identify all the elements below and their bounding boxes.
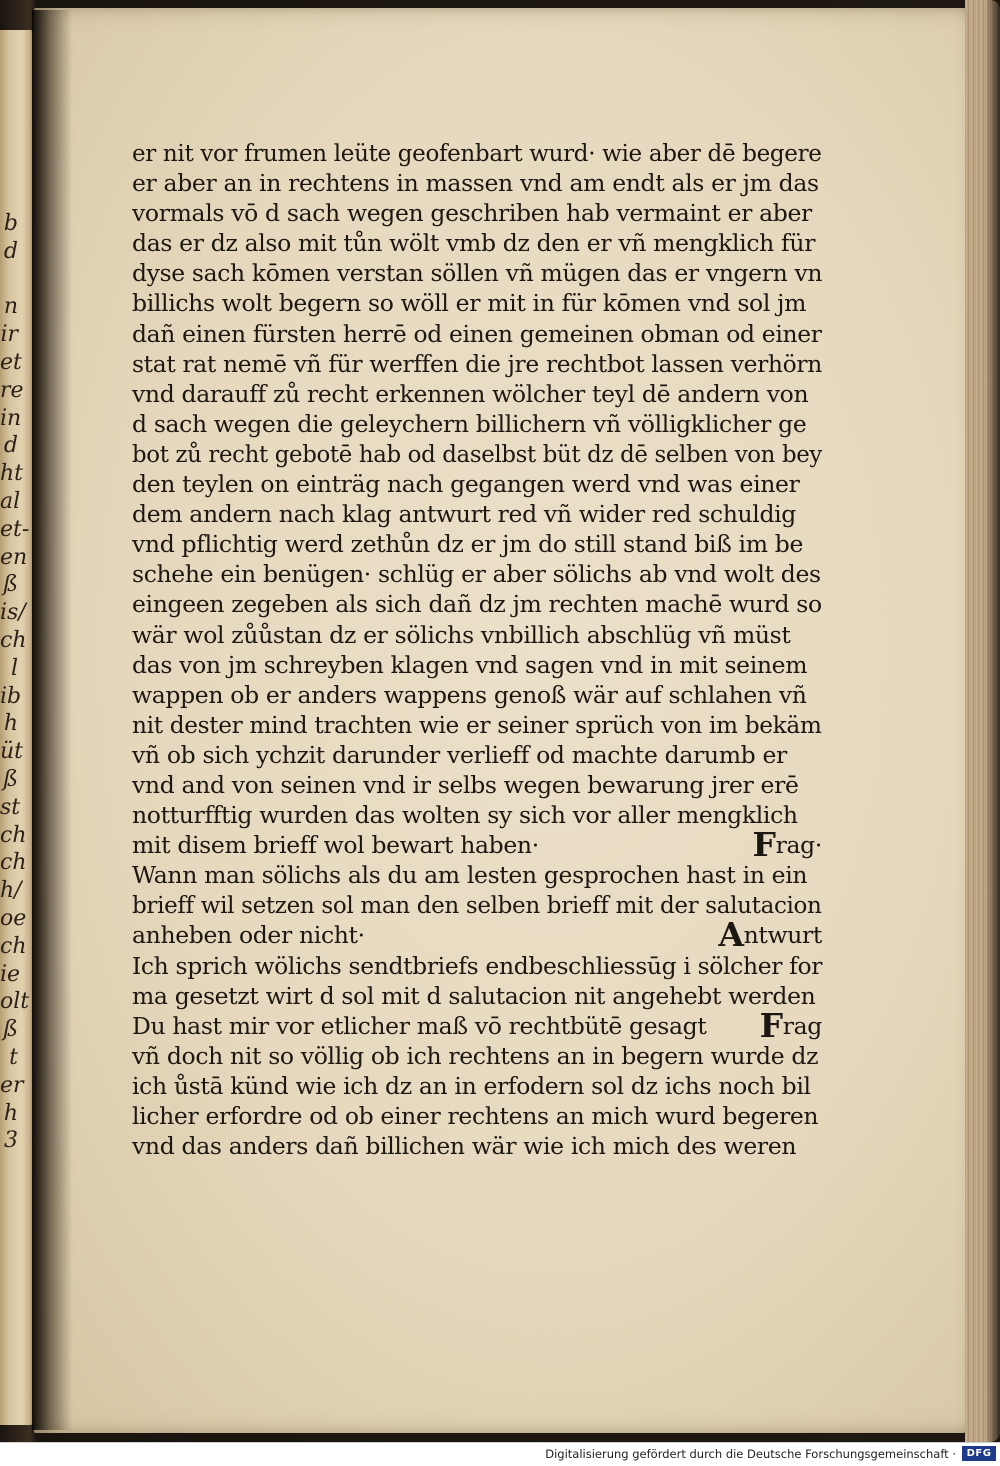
- margin-fragment: ib: [0, 683, 22, 709]
- margin-fragment: d: [3, 238, 18, 264]
- text-line: Ich sprich wölichs sendtbriefs endbeschliessūg i sölcher for: [132, 951, 823, 980]
- margin-fragment: re: [0, 377, 24, 403]
- margin-fragment: d: [3, 433, 18, 459]
- text-line: den teylen on einträg nach gegangen werd vnd was einer: [132, 470, 800, 499]
- facing-page-margin-text: [0, 210, 30, 1155]
- text-line: er nit vor frumen leüte geofenbart wurd· wie aber dē begere: [132, 139, 822, 167]
- initial-letter: F: [759, 1005, 783, 1045]
- text-line: schehe ein benügen· schlüg er aber sölichs ab vnd wolt des: [132, 560, 821, 589]
- text-line-split: [132, 915, 822, 955]
- text-line: eingeen zegeben als sich dañ dz jm rechten machē wurd so: [132, 590, 822, 619]
- margin-fragment: er: [0, 1072, 24, 1098]
- text-line: ich ůstā künd wie ich dz an in erfodern sol dz ichs noch bil: [132, 1071, 811, 1100]
- margin-fragment: olt: [0, 989, 30, 1015]
- text-line: wär wol zůůstan dz er sölichs vnbillich abschlüg vñ müst: [132, 620, 791, 649]
- section-heading-antwurt: [718, 915, 822, 955]
- margin-fragment: n: [3, 294, 18, 320]
- margin-fragment: t: [9, 1044, 18, 1070]
- margin-fragment: st: [0, 794, 21, 820]
- margin-fragment: ie: [0, 961, 21, 987]
- text-line: brieff wil setzen sol man den selben brieff mit der salutacion: [132, 891, 822, 920]
- margin-fragment: ß: [3, 572, 18, 598]
- margin-fragment: b: [3, 211, 18, 236]
- text-line: licher erfordre od ob einer rechtens an mich wurd begeren: [132, 1102, 819, 1130]
- margin-fragment: ch: [0, 822, 27, 848]
- section-heading-frag: [752, 825, 822, 865]
- text-line: das er dz also mit tůn wölt vmb dz den er vñ mengklich für: [132, 229, 816, 258]
- line-text: Du hast mir vor etlicher maß vō rechtbütē gesagt: [132, 1011, 707, 1040]
- margin-fragment: oe: [0, 905, 27, 931]
- text-lines-group-2: [132, 860, 822, 920]
- text-line: vnd darauff zů recht erkennen wölcher teyl dē andern von: [132, 379, 809, 408]
- text-line-split: [132, 825, 822, 865]
- margin-fragment: 3: [4, 1128, 18, 1154]
- margin-fragment: ß: [3, 766, 18, 792]
- line-text: anheben oder nicht·: [132, 921, 365, 950]
- text-line: vnd das anders dañ billichen wär wie ich mich des weren: [132, 1132, 797, 1161]
- text-line: vñ ob sich ychzit darunder verlieff od machte darumb er: [132, 740, 787, 769]
- margin-fragment: ir: [0, 322, 18, 348]
- footer-bar: [0, 1442, 1000, 1466]
- section-heading-frag: [759, 1005, 822, 1045]
- text-line-split: [132, 1005, 822, 1045]
- margin-fragment: et-: [0, 516, 30, 542]
- text-lines-group-3: [132, 951, 822, 1011]
- gutter-shadow: [32, 10, 72, 1430]
- text-line: stat rat nemē vñ für werffen die jre rechtbot lassen verhörn: [132, 349, 822, 378]
- margin-fragment: is/: [0, 600, 26, 626]
- heading-rest: ntwurt: [743, 921, 822, 950]
- text-line: dyse sach kōmen verstan söllen vñ mügen das er vngern vn: [132, 259, 823, 288]
- funding-credit: Digitalisierung gefördert durch die Deutsche Forschungsgemeinschaft ·: [545, 1447, 956, 1461]
- text-line: wappen ob er anders wappens genoß wär auf schlahen vñ: [132, 680, 807, 709]
- margin-fragment: ch: [0, 850, 27, 876]
- margin-fragment: h: [3, 1100, 18, 1126]
- margin-fragment: in: [0, 405, 22, 431]
- text-line: d sach wegen die geleychern billichern vñ völligklicher ge: [132, 409, 807, 438]
- margin-fragment: en: [0, 544, 28, 570]
- text-line: das von jm schreyben klagen vnd sagen vnd in mit seinem: [132, 650, 808, 679]
- text-lines-group-1: [132, 138, 822, 830]
- margin-fragment: et: [0, 349, 22, 375]
- initial-letter: F: [752, 825, 776, 865]
- text-line: billichs wolt begern so wöll er mit in für kōmen vnd sol jm: [132, 289, 807, 318]
- initial-letter: A: [718, 915, 744, 955]
- margin-fragment: ß: [3, 1017, 18, 1043]
- margin-fragment: h/: [0, 878, 22, 904]
- heading-rest: rag·: [775, 831, 822, 860]
- margin-fragment: ch: [0, 933, 27, 959]
- margin-fragment: [0, 266, 18, 294]
- page-edges-shadow: [985, 0, 1000, 1442]
- text-line: dañ einen fürsten herrē od einen gemeinen obman od einer: [132, 319, 822, 348]
- text-line: Wann man sölichs als du am lesten gesprochen hast in ein: [132, 861, 808, 890]
- text-line: notturfftig wurden das wolten sy sich vor aller mengklich: [132, 801, 798, 830]
- margin-fragment: üt: [0, 739, 24, 765]
- text-line: vnd pflichtig werd zethůn dz er jm do still stand biß im be: [132, 530, 804, 559]
- margin-fragment: al: [0, 488, 21, 514]
- dfg-logo: DFG: [962, 1446, 996, 1461]
- facing-page-left: [0, 30, 34, 1425]
- text-block: [132, 138, 822, 1161]
- text-lines-group-4: [132, 1041, 822, 1161]
- text-line: vñ doch nit so völlig ob ich rechtens an in begern wurde dz: [132, 1041, 819, 1070]
- margin-fragment: ch: [0, 627, 27, 653]
- text-line: dem andern nach klag antwurt red vñ wider red schuldig: [132, 500, 797, 529]
- margin-fragment: l: [10, 655, 18, 681]
- text-line: er aber an in rechtens in massen vnd am endt als er jm das: [132, 169, 819, 198]
- margin-fragment: ht: [0, 461, 24, 487]
- heading-rest: rag: [782, 1011, 822, 1040]
- text-line: vnd and von seinen vnd ir selbs wegen bewarung jrer erē: [132, 770, 799, 799]
- margin-fragment: h: [3, 711, 18, 737]
- line-text: mit disem brieff wol bewart haben·: [132, 831, 539, 860]
- text-line: ma gesetzt wirt d sol mit d salutacion nit angehebt werden: [132, 981, 816, 1010]
- text-line: vormals vō d sach wegen geschriben hab vermaint er aber: [132, 199, 812, 228]
- text-line: bot zů recht gebotē hab od daselbst büt dz dē selben von bey: [132, 439, 822, 468]
- text-line: nit dester mind trachten wie er seiner sprüch von im bekäm: [132, 710, 822, 739]
